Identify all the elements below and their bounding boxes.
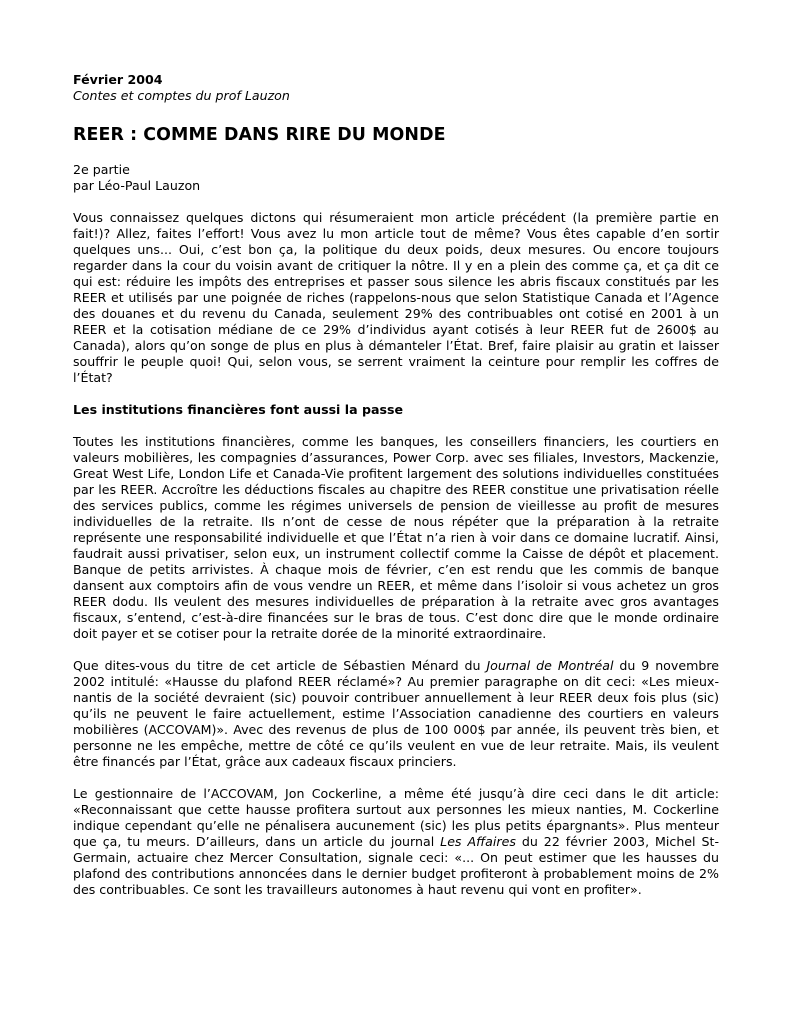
paragraph-4-text-b: du 22 février 2003, Michel St-Germain, actuaire chez Mercer Consultation, signale ceci: «... On peut estimer que les hausses du plafond des contributions annoncées dans le dernier budget profiteront à probablement moins de 2% des contribuables. Ce sont les travailleurs autonomes à haut revenu qui vont en profiter». (73, 834, 720, 897)
column-series: Contes et comptes du prof Lauzon (73, 88, 290, 103)
paragraph-3-text-a: Que dites-vous du titre de cet article de Sébastien Ménard du (73, 658, 487, 673)
paragraph-2: Toutes les institutions financières, comme les banques, les conseillers financiers, les courtiers en valeurs mobilières, les compagnies d’assurances, Power Corp. avec ses filiales, Investors, Mackenzie, Great West Life, London Life et Canada-Vie profitent largement des solutions individuelles constituées par les REER. Accroître les déductions fiscales au chapitre des REER constitue une privatisation réelle des services publics, comme les régimes universels de pension de vieillesse au profit de mesures individuelles de la retraite. Ils n’ont de cesse de nous répéter que la préparation à la retraite représente une responsabilité individuelle et que l’État n’a rien à voir dans ce domaine lucratif. Ainsi, faudrait aussi privatiser, selon eux, un instrument collectif comme la Caisse de dépôt et placement. Banque de petits arrivistes. À chaque mois de février, c’en est rendu que les commis de banque dansent aux comptoirs afin de vous vendre un REER, et même dans l’isoloir si vous achetez un gros REER dodu. Ils veulent des mesures individuelles de préparation à la retraite avec gros avantages fiscaux, s’entend, c’est-à-dire financées sur le bras de tous. C’est donc dire que le monde ordinaire doit payer et se cotiser pour la retraite dorée de la minorité extraordinaire. (73, 434, 719, 641)
article-author: par Léo-Paul Lauzon (73, 178, 201, 193)
section-heading: Les institutions financières font aussi la passe (73, 402, 404, 417)
paragraph-3-text-b: du 9 novembre 2002 intitulé: «Hausse du plafond REER réclamé»? Au premier paragraphe on dit ceci: «Les mieux-nantis de la société devraient (sic) pouvoir contribuer annuellement à leur REER deux fois plus (sic) qu’ils ne peuvent le faire actuellement, estime l’Association canadienne des courtiers en valeurs mobilières (ACCOVAM)». Avec des revenus de plus de 100 000$ par année, ils peuvent très bien, et personne ne les empêche, mettre de côté ce qu’ils veulent en vue de leur retraite. Mais, ils veulent être financés par l’État, grâce aux cadeaux fiscaux princiers. (73, 658, 720, 769)
paragraph-4-text-a: Le gestionnaire de l’ACCOVAM, Jon Cockerline, a même été jusqu’à dire ceci dans le dit article: «Reconnaissant que cette hausse profitera surtout aux personnes les mieux nanties, M. Cockerline indique cependant qu’elle ne pénalisera aucunement (sic) les plus petits épargnants». Plus menteur que ça, tu meurs. D’ailleurs, dans un article du journal (73, 786, 719, 849)
article-part: 2e partie (73, 162, 130, 177)
paragraph-3 (73, 658, 719, 770)
les-affaires-title: Les Affaires (440, 834, 516, 849)
paragraph-4 (73, 786, 719, 898)
article-title: REER : COMME DANS RIRE DU MONDE (73, 125, 446, 145)
journal-de-montreal-title: Journal de Montréal (486, 658, 614, 673)
publication-date: Février 2004 (73, 72, 163, 87)
article-byline (73, 162, 719, 194)
document-page (73, 72, 719, 898)
paragraph-1: Vous connaissez quelques dictons qui résumeraient mon article précédent (la première partie en fait!)? Allez, faites l’effort! Vous avez lu mon article tout de même? Vous êtes capable d’en sortir quelques uns... Oui, c’est bon ça, la politique du deux poids, deux mesures. Ou encore toujours regarder dans la cour du voisin avant de critiquer la nôtre. Il y en a plein des comme ça, et ça dit ce qui est: réduire les impôts des entreprises et passer sous silence les abris fiscaux constitués par les REER et utilisés par une poignée de riches (rappelons-nous que selon Statistique Canada et l’Agence des douanes et du revenu du Canada, seulement 29% des contribuables ont cotisé en 2001 à un REER et la cotisation médiane de ce 29% d’individus ayant cotisés à leur REER fut de 2600$ au Canada), alors qu’on songe de plus en plus à démanteler l’État. Bref, faire plaisir au gratin et laisser souffrir le peuple quoi! Qui, selon vous, se serrent vraiment la ceinture pour remplir les coffres de l’État? (73, 210, 719, 385)
